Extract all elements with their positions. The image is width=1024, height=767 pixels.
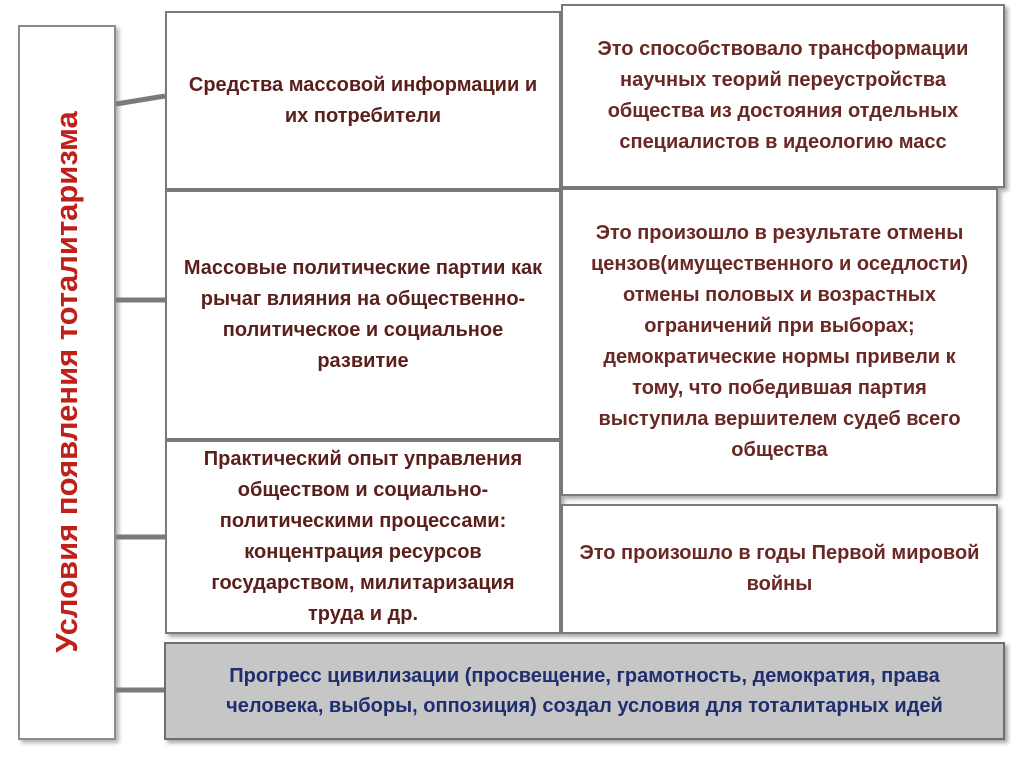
effect-text-ideology: Это способствовало трансформации научных теорий переустройства общества из достояния отдельных специалистов в идеологию масс (597, 38, 969, 153)
effect-box-ideology (561, 4, 1005, 188)
cause-text-parties: Массовые политические партии как рычаг влияния на общественно-политическое и социальное развитие (183, 257, 543, 372)
cause-text-media: Средства массовой информации и их потребители (188, 73, 538, 127)
effect-box-elections (561, 188, 998, 496)
cause-text-experience: Практический опыт управления обществом и социально-политическими процессами: концентрация ресурсов государством, милитаризация труда и др. (203, 448, 523, 625)
cause-box-parties (165, 190, 561, 440)
cause-box-media (165, 11, 561, 190)
effect-text-elections: Это произошло в результате отмены цензов(имущественного и оседлости) отмены половых и возрастных ограничений при выборах; демократические нормы привели к тому, что победившая партия выступила вершителем судеб всего общества (590, 222, 969, 461)
connector-1 (116, 96, 165, 104)
effect-text-war: Это произошло в годы Первой мировой войны (579, 542, 980, 595)
vertical-title: Условия появления тоталитаризма (49, 111, 84, 653)
cause-box-experience (165, 440, 561, 634)
progress-box (164, 642, 1005, 740)
progress-text: Прогресс цивилизации (просвещение, грамотность, демократия, права человека, выборы, оппозиция) создал условия для тоталитарных идей (226, 665, 943, 717)
effect-box-war (561, 504, 998, 634)
